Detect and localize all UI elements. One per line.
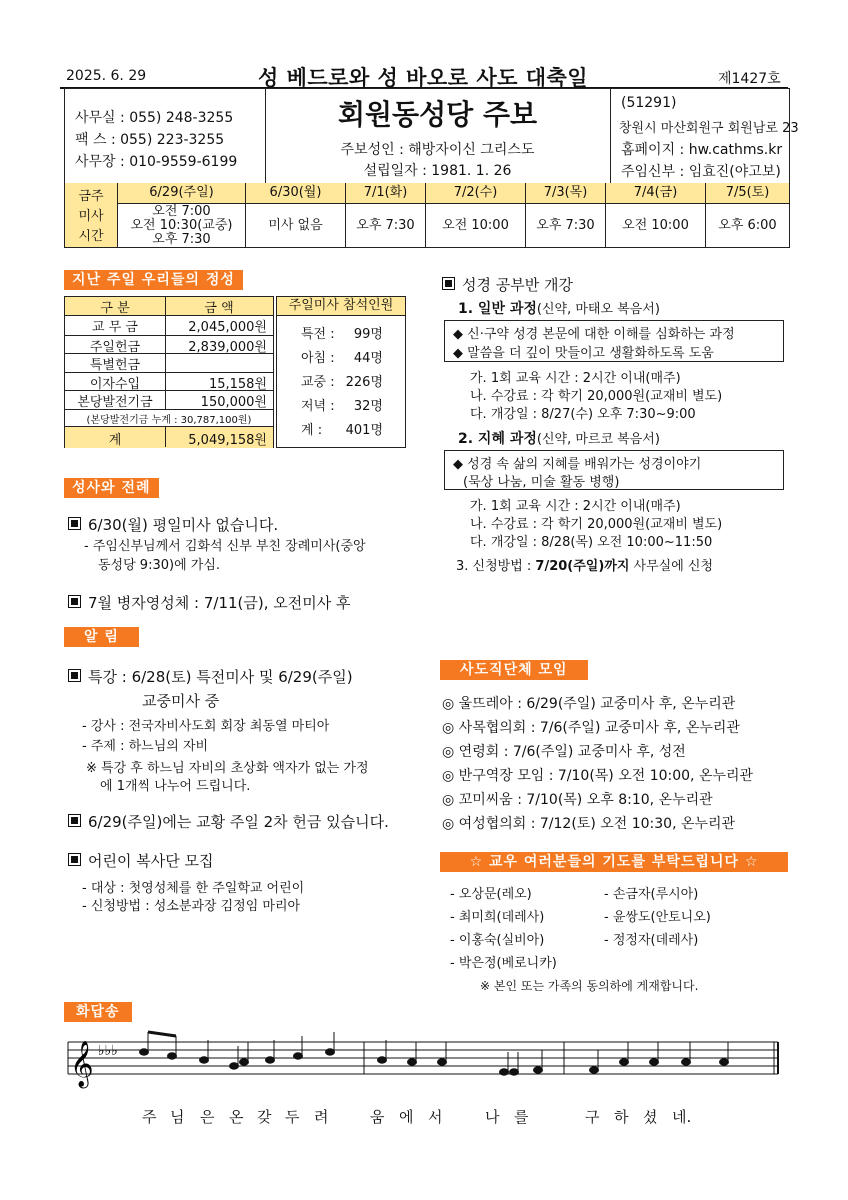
music-note [438,1059,447,1065]
lyric-syllable: 서 [428,1108,443,1126]
apostolate-tag: 사도직단체 모임 [440,660,588,680]
offering-category: 본당발전기금 [77,395,153,411]
no-mass-detail-1: - 주임신부님께서 김화석 신부 부친 장례미사(중앙 [84,539,366,554]
attendance-label: 아침 : [301,351,335,366]
meeting-item: ◎ 여성협의회 : 7/12(토) 오전 10:30, 온누리관 [442,816,736,832]
music-note [500,1069,509,1075]
offering-amount: 2,045,000원 [188,320,267,335]
lecture-note-1: ※ 특강 후 하느님 자비의 초상화 액자가 없는 가정 [86,761,369,776]
issue-number: 제1427호 [718,71,781,87]
course2-detail-3: 다. 개강일 : 8/28(목) 오전 10:00~11:50 [470,535,713,550]
prayer-name: - 윤쌍도(안토니오) [604,910,711,925]
feast-title: 성 베드로와 성 바오로 사도 대축일 [258,66,589,90]
offering-amount: 150,000원 [200,395,267,411]
prayer-tag: ☆ 교우 여러분들의 기도를 부탁드립니다 ☆ [440,852,788,872]
mass-time: 오후 6:00 [718,217,777,233]
apply-method: 3. 신청방법 : 7/20(주일)까지 사무실에 신청 [456,559,714,574]
meeting-item: ◎ 꼬미씨움 : 7/10(목) 오후 8:10, 온누리관 [442,792,713,808]
prayer-name: - 정정자(데레사) [604,933,699,948]
lyric-syllable: 를 [514,1108,529,1126]
altar-target: - 대상 : 첫영성체를 한 주일학교 어린이 [82,881,305,896]
lyric-syllable: 갖 [257,1108,272,1126]
hymn-tag: 화답송 [64,1002,132,1022]
course2-heading: 2. 지혜 과정(신약, 마르코 복음서) [458,431,660,447]
music-note [294,1053,303,1059]
offering-tag: 지난 주일 우리들의 정성 [64,270,243,290]
music-note [534,1067,543,1073]
lyric-syllable: 하 [614,1108,629,1126]
contact-block [65,89,266,184]
lecture-topic: - 주제 : 하느님의 자비 [82,739,209,754]
lyric-syllable: 셨 [643,1108,658,1126]
mass-time: 오전 7:00 [152,203,211,219]
music-note [590,1067,599,1073]
course2-detail-2: 나. 수강료 : 각 학기 20,000원(교재비 별도) [470,517,723,532]
meeting-item: ◎ 반구역장 모임 : 7/10(목) 오전 10:00, 온누리관 [442,768,754,784]
meeting-item: ◎ 울뜨레아 : 6/29(주일) 교중미사 후, 온누리관 [442,696,736,712]
homepage: 홈페이지 : hw.cathms.kr [621,142,783,158]
music-note [682,1059,691,1065]
lyric-syllable: 에 [399,1108,414,1126]
music-note [620,1059,629,1065]
music-note [650,1059,659,1065]
schedule-day: 7/4(금) [606,183,705,204]
mass-schedule-table [64,183,790,248]
music-note [326,1049,335,1055]
lyric-syllable: 구 [585,1108,600,1126]
bullet-icon [68,517,81,530]
course2-detail-1: 가. 1회 교육 시간 : 2시간 이내(매주) [470,499,681,514]
attendance-label: 교중 : [301,375,335,390]
offering-row [65,372,273,391]
schedule-times [246,204,345,247]
papal-collection: 6/29(주일)에는 교황 주일 2차 헌금 있습니다. [68,811,389,832]
mass-time: 미사 없음 [268,217,323,233]
music-note [720,1059,729,1065]
lyric-syllable: 움 [370,1108,385,1126]
course1-bullets: ◆ 신·구약 성경 본문에 대한 이해를 심화하는 과정 ◆ 말씀을 더 깊이 맛들이고 생활화하도록 도움 [444,320,784,362]
lecture-title-2: 교중미사 중 [142,692,220,710]
schedule-day: 7/2(수) [426,183,525,204]
lyric-syllable: 온 [229,1108,244,1126]
music-note [230,1063,239,1069]
lecture-speaker: - 강사 : 전국자비사도회 회장 최동열 마티아 [82,719,330,734]
prayer-name: - 손금자(루시아) [604,887,699,902]
office-phone: 사무실 : 055) 248-3255 [75,110,234,126]
bullet-icon [68,669,81,682]
schedule-day: 6/29(주일) [118,183,245,204]
offering-row [65,335,273,354]
attendance-label: 특전 : [301,327,335,342]
bullet-icon [68,595,81,608]
lyric-syllable: 네. [672,1108,692,1126]
sick-communion: 7월 병자영성체 : 7/11(금), 오전미사 후 [68,592,350,613]
attendance-label: 저녁 : [301,399,335,414]
attendance-value: 99명 [353,327,383,342]
music-note [378,1057,387,1063]
attendance-title: 주일미사 참석인원 [277,297,405,316]
lyric-syllable: 님 [170,1108,185,1126]
mass-time: 오전 10:00 [442,217,509,233]
treble-clef-icon: 𝄞 [70,1041,94,1087]
altar-apply: - 신청방법 : 성소분과장 김정임 마리아 [82,899,301,914]
sacraments-tag: 성사와 전례 [64,478,159,498]
offering-category: 주일헌금 [89,339,141,355]
bullet-icon [68,853,81,866]
schedule-day: 7/5(토) [706,183,789,204]
patron-saint: 주보성인 : 해방자이신 그리스도 [340,142,535,158]
hymn-score [64,1022,784,1098]
schedule-label: 금주 미사 시간 [65,183,117,247]
offering-row [65,316,273,334]
prayer-note: ※ 본인 또는 가족의 동의하에 게재합니다. [480,979,699,993]
secretary-phone: 사무장 : 010-9559-6199 [75,154,238,170]
attendance-box [276,296,406,448]
schedule-day: 6/30(월) [246,183,345,204]
course1-heading: 1. 일반 과정(신약, 마태오 복음서) [458,301,660,317]
lyric-syllable: 주 [142,1108,157,1126]
note-beam [148,1032,176,1036]
prayer-name: - 박은정(베로니카) [450,956,557,971]
music-note [140,1049,149,1055]
schedule-day: 7/1(화) [346,183,425,204]
address-block [610,89,799,184]
schedule-times [526,204,605,247]
schedule-times [118,204,245,247]
fund-total: (본당발전기금 누계 : 30,787,100원) [65,409,273,426]
course1-detail-2: 나. 수강료 : 각 학기 20,000원(교재비 별도) [470,389,723,404]
founded-date: 설립일자 : 1981. 1. 26 [363,163,512,179]
street-address: 창원시 마산회원구 회원남로 23 [619,121,799,136]
bullet-icon [442,277,455,290]
altar-server-title: 어린이 복사단 모집 [68,850,213,871]
music-note [200,1057,209,1063]
course2-bullets: ◆ 성경 속 삶의 지혜를 배워가는 성경이야기 (묵상 나눔, 미술 활동 병행) [444,450,784,490]
prayer-name: - 최미희(데레사) [450,910,545,925]
offering-total-row [65,426,273,448]
offering-category: 특별헌금 [89,358,141,374]
meeting-item: ◎ 연령회 : 7/6(주일) 교중미사 후, 성전 [442,744,686,760]
zip-code: (51291) [621,95,677,111]
schedule-times [606,204,705,247]
schedule-day: 7/3(목) [526,183,605,204]
lyric-syllable: 은 [200,1108,215,1126]
schedule-times [706,204,789,247]
music-note [408,1059,417,1065]
music-note [168,1053,177,1059]
mass-time: 오후 7:30 [152,231,211,247]
lyric-syllable: 려 [314,1108,329,1126]
lecture-title: 특강 : 6/28(토) 특전미사 및 6/29(주일) [68,666,353,687]
lyric-syllable: 나 [485,1108,500,1126]
bullet-icon [68,814,81,827]
lyric-syllable: 두 [285,1108,300,1126]
offering-header: 구 분 금 액 [65,297,273,316]
lecture-note-2: 에 1개씩 나누어 드립니다. [100,779,251,794]
attendance-value: 44명 [353,351,383,366]
music-note [510,1069,519,1075]
total-amount: 5,049,158원 [188,433,267,448]
attendance-value: 32명 [353,399,383,414]
mass-time: 오후 7:30 [536,217,595,233]
bulletin-name: 회원동성당 주보 [337,98,538,131]
mass-time: 오후 7:30 [356,217,415,233]
offering-amount: 2,839,000원 [188,339,267,355]
prayer-name: - 이홍숙(실비아) [450,933,545,948]
schedule-times [426,204,525,247]
offering-row [65,353,273,372]
music-note [240,1059,249,1065]
no-weekday-mass: 6/30(월) 평일미사 없습니다. [68,514,278,535]
mass-time: 오전 10:00 [622,217,689,233]
mass-time: 오전 10:30(교중) [130,217,233,233]
offering-category: 교 무 금 [92,320,138,335]
schedule-times [346,204,425,247]
offering-amount: 15,158원 [208,376,267,392]
offering-category: 이자수입 [89,376,141,392]
issue-date: 2025. 6. 29 [66,68,147,84]
course1-detail-1: 가. 1회 교육 시간 : 2시간 이내(매주) [470,371,681,386]
attendance-value: 401명 [345,423,383,438]
parish-info-box [64,88,799,185]
fax-number: 팩 스 : 055) 223-3255 [75,132,225,148]
notices-tag: 알 림 [64,627,139,647]
parish-block [265,89,610,184]
offering-table [64,296,274,448]
prayer-name: - 오상문(레오) [450,887,532,902]
course1-detail-3: 다. 개강일 : 8/27(수) 오후 7:30~9:00 [470,407,696,422]
total-label: 계 [108,433,122,448]
attendance-value: 226명 [345,375,383,390]
bible-study-title: 성경 공부반 개강 [442,274,573,295]
pastor-name: 주임신부 : 임효진(야고보) [621,164,781,180]
meeting-item: ◎ 사목협의회 : 7/6(주일) 교중미사 후, 온누리관 [442,720,740,736]
no-mass-detail-2: 동성당 9:30)에 가심. [98,558,221,573]
key-signature-icon: ♭♭♭ [98,1043,118,1059]
offering-row [65,390,273,409]
music-note [266,1057,275,1063]
attendance-label: 계 : [301,423,323,438]
